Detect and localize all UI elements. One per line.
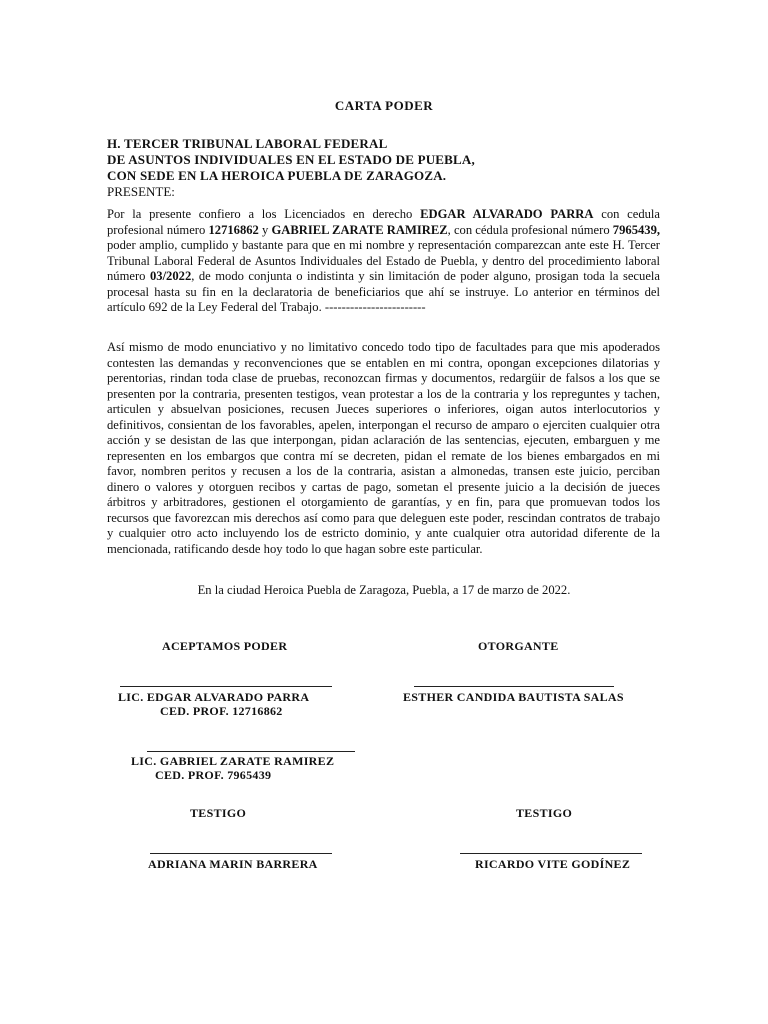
addressee-line-1: H. TERCER TRIBUNAL LABORAL FEDERAL: [107, 136, 388, 151]
p1-text-2: con cedula profesional número: [107, 207, 661, 237]
lic2-cedula: CED. PROF. 7965439: [155, 768, 272, 782]
paragraph-1: [107, 207, 660, 316]
paragraph-2: Así mismo de modo enunciativo y no limitativo concedo todo tipo de facultades para que mis apoderados contesten las demandas y reconvenciones que se entablen en mi contra, opongan excepciones dilatorias y perentorias, rindan toda clase de pruebas, reconozcan firmas y documentos, redargüir de falsos a los que se presenten por la contraria, presenten testigos, vean protestar a los de la contraria y los repreguntes y tachen, articulen y absuelvan posiciones, recusen Jueces superiores o inferiores, oigan autos interlocutorios y definitivos, consientan de los favorables, apelen, interpongan el recurso de amparo o ejerciten cualquier otra acción y se desistan de las que interpongan, pidan aclaración de las sentencias, ejecuten, embarguen y me representen en los embargos que contra mí se decreten, pidan el remate de los bienes embargados en mi favor, nombren peritos y recusen a los de la contraria, asistan a almonedas, transen este juicio, perciban dinero o valores y otorguen recibos y cartas de pago, sometan el presente juicio a la decisión de jueces árbitros y arbitradores, gestionen el otorgamiento de garantías, y en fin, para que promuevan todos los recursos que favorezcan mis derechos así como para que deleguen este poder, rescindan contratos de trabajo y cualquier otro acto incluyendo los de estricto dominio, y ante cualquier otra autoridad diferente de la mencionada, ratificando desde hoy todo lo que hagan sobre este particular.: [107, 340, 660, 556]
testigo1-name: ADRIANA MARIN BARRERA: [148, 857, 318, 871]
p1-text-6: , de modo conjunta o indistinta y sin limitación de poder alguno, prosigan toda la secuela procesal hasta su fin en la declaratoria de beneficiarios que ahí se instruye. Lo anterior en términos del artículo 692 de la Ley Federal del Trabajo. ------------------------: [107, 269, 661, 314]
p1-text-3: y: [258, 222, 272, 237]
signature-line-lic1: [120, 686, 332, 687]
lic2-name: LIC. GABRIEL ZARATE RAMIREZ: [131, 754, 335, 768]
document-title: CARTA PODER: [334, 98, 434, 113]
p1-text-4: , con cédula profesional número: [447, 222, 613, 237]
testigo-right-label: TESTIGO: [516, 806, 573, 820]
addressee-line-4: PRESENTE:: [107, 184, 175, 199]
p1-bold-5: 03/2022: [149, 269, 192, 283]
place-date: En la ciudad Heroica Puebla de Zaragoza, Puebla, a 17 de marzo de 2022.: [197, 583, 571, 597]
lic1-name: LIC. EDGAR ALVARADO PARRA: [118, 690, 310, 704]
signature-line-otorgante: [414, 686, 614, 687]
lic1-cedula: CED. PROF. 12716862: [160, 704, 283, 718]
otorgante-label: OTORGANTE: [478, 639, 559, 653]
aceptamos-poder-label: ACEPTAMOS PODER: [162, 639, 288, 653]
p1-bold-4: 7965439,: [612, 222, 661, 237]
signature-line-testigo2: [460, 853, 642, 854]
addressee-block: [107, 136, 667, 200]
p1-bold-3: GABRIEL ZARATE RAMIREZ: [271, 222, 448, 237]
signature-line-testigo1: [150, 853, 332, 854]
p1-bold-2: 12716862: [208, 222, 259, 237]
testigo2-name: RICARDO VITE GODÍNEZ: [475, 857, 631, 871]
addressee-line-3: CON SEDE EN LA HEROICA PUEBLA DE ZARAGOZA.: [107, 168, 447, 183]
p1-text-1: Por la presente confiero a los Licenciados en derecho: [107, 207, 421, 221]
p1-bold-1: EDGAR ALVARADO PARRA: [420, 207, 594, 221]
otorgante-name: ESTHER CANDIDA BAUTISTA SALAS: [403, 690, 624, 704]
p1-text-5: poder amplio, cumplido y bastante para que en mi nombre y representación comparezcan ante este H. Tercer Tribunal Laboral Federal de Asuntos Individuales del Estado de Puebla, y dentro del procedimiento laboral número: [107, 238, 660, 283]
testigo-left-label: TESTIGO: [190, 806, 247, 820]
signature-line-lic2: [147, 751, 355, 752]
addressee-line-2: DE ASUNTOS INDIVIDUALES EN EL ESTADO DE PUEBLA,: [107, 152, 475, 167]
